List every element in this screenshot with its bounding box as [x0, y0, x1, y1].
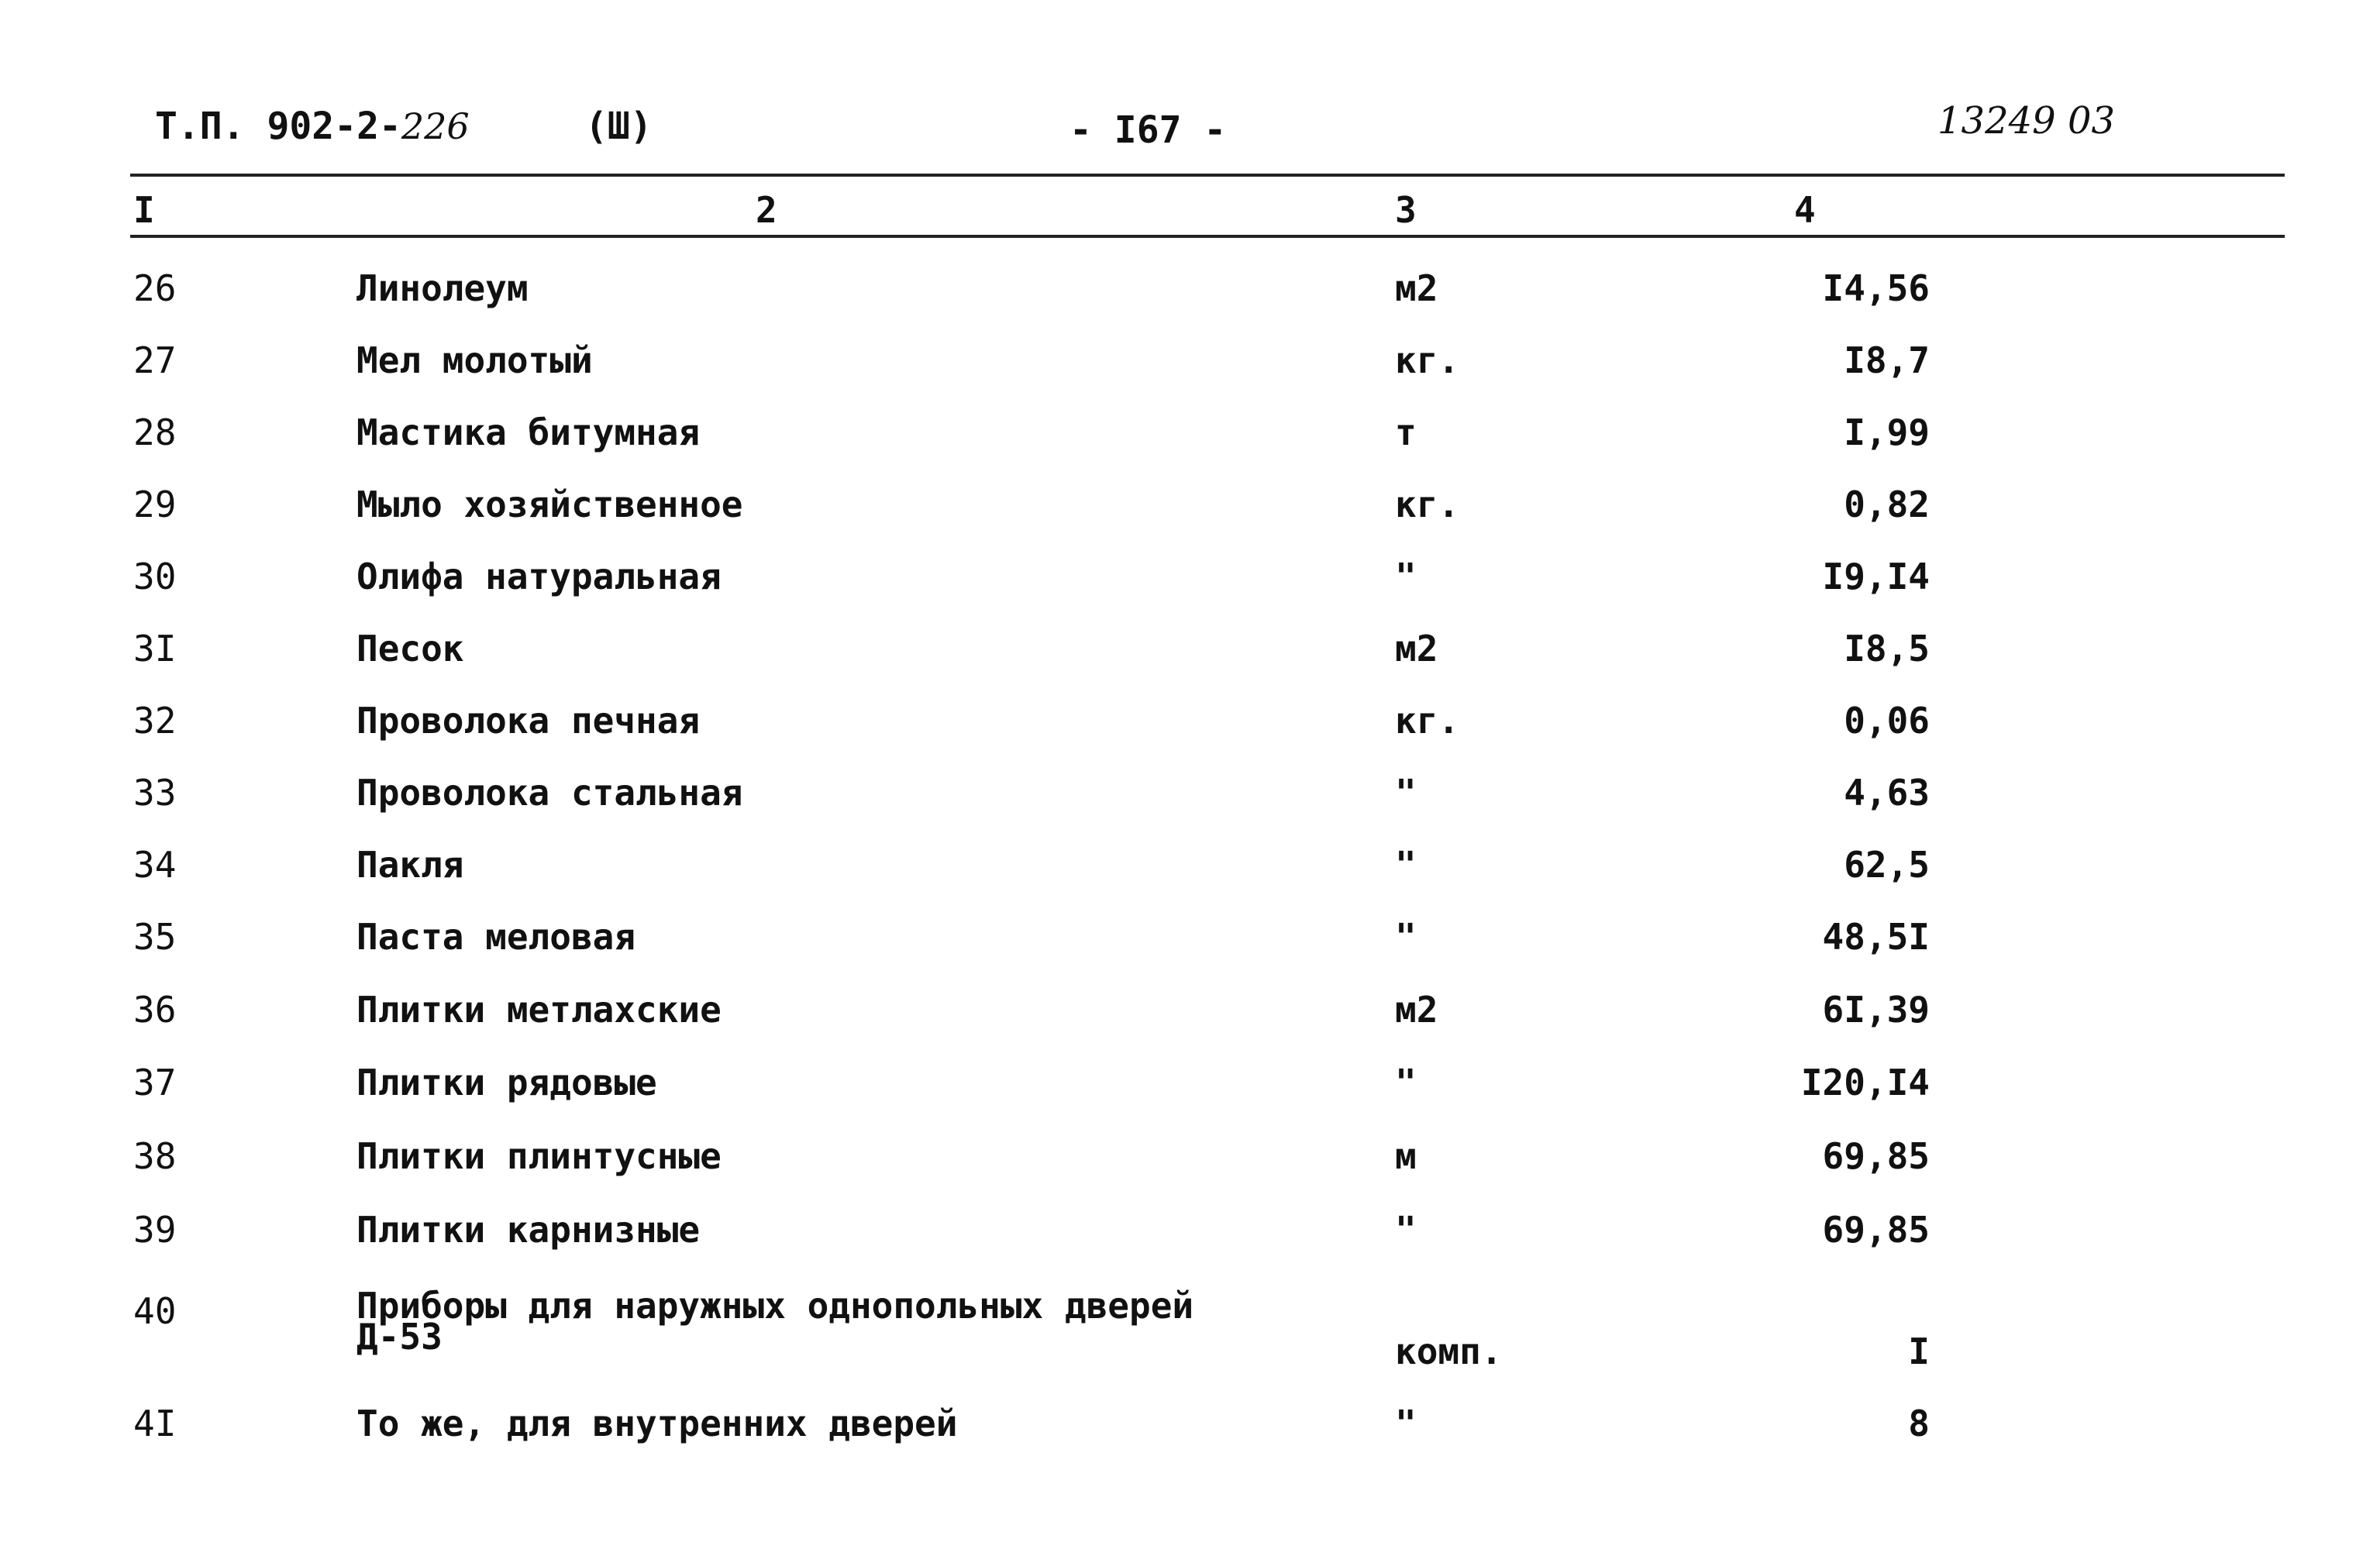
material-name: Проволока печная — [356, 700, 701, 742]
quantity-value: 6I,39 — [1822, 989, 1930, 1031]
material-name: Проволока стальная — [356, 772, 743, 814]
archive-number: 13249 03 — [1937, 99, 2116, 143]
table-row — [0, 700, 2380, 762]
material-name: Плитки рядовые — [356, 1062, 657, 1103]
table-row — [0, 1209, 2380, 1271]
quantity-value: I9,I4 — [1822, 556, 1930, 597]
row-number: 27 — [133, 339, 177, 381]
unit-of-measure: " — [1395, 556, 1417, 597]
row-number: 36 — [133, 989, 177, 1031]
unit-of-measure: м — [1395, 1135, 1417, 1177]
material-name: Линолеум — [356, 267, 529, 309]
table-row — [0, 1135, 2380, 1197]
column-header-2: 2 — [756, 189, 777, 231]
unit-of-measure: кг. — [1395, 700, 1460, 742]
quantity-value: 0,06 — [1844, 700, 1930, 742]
material-name: Плитки карнизные — [356, 1209, 701, 1251]
column-header-4: 4 — [1794, 189, 1816, 231]
unit-of-measure: кг. — [1395, 484, 1460, 525]
row-number: 29 — [133, 484, 177, 525]
volume-number: (Ш) — [585, 105, 653, 148]
table-row — [0, 1285, 2380, 1372]
unit-of-measure: " — [1395, 772, 1417, 814]
table-row — [0, 484, 2380, 546]
row-number: 40 — [133, 1290, 177, 1332]
row-number: 4I — [133, 1403, 177, 1444]
material-name: Песок — [356, 628, 464, 670]
unit-of-measure: комп. — [1395, 1331, 1503, 1372]
material-name: Мыло хозяйственное — [356, 484, 743, 525]
quantity-value: I,99 — [1844, 411, 1930, 453]
quantity-value: 62,5 — [1844, 844, 1930, 886]
quantity-value: 69,85 — [1822, 1135, 1930, 1177]
unit-of-measure: м2 — [1395, 267, 1438, 309]
table-row — [0, 772, 2380, 834]
unit-of-measure: " — [1395, 1062, 1417, 1103]
quantity-value: 8 — [1908, 1403, 1930, 1444]
row-number: 3I — [133, 628, 177, 670]
table-header-rule — [130, 235, 2285, 238]
material-name: Плитки плинтусные — [356, 1135, 722, 1177]
table-row — [0, 411, 2380, 473]
material-name: Пакля — [356, 844, 464, 886]
document-code-prefix: Т.П. 902-2- — [155, 105, 401, 148]
unit-of-measure: " — [1395, 916, 1417, 958]
material-name: Паста меловая — [356, 916, 636, 958]
table-row — [0, 556, 2380, 618]
material-name: Олифа натуральная — [356, 556, 722, 597]
quantity-value: 0,82 — [1844, 484, 1930, 525]
row-number: 33 — [133, 772, 177, 814]
material-name: Мастика битумная — [356, 411, 701, 453]
table-row — [0, 1403, 2380, 1465]
row-number: 35 — [133, 916, 177, 958]
table-row — [0, 989, 2380, 1051]
table-row — [0, 267, 2380, 329]
unit-of-measure: кг. — [1395, 339, 1460, 381]
column-header-3: 3 — [1395, 189, 1417, 231]
table-row — [0, 844, 2380, 906]
table-row — [0, 628, 2380, 690]
quantity-value: 4,63 — [1844, 772, 1930, 814]
table-top-rule — [130, 174, 2285, 177]
material-name: Плитки метлахские — [356, 989, 722, 1031]
table-row — [0, 916, 2380, 978]
quantity-value: I — [1908, 1331, 1930, 1372]
material-name: То же, для внутренних дверей — [356, 1403, 958, 1444]
unit-of-measure: " — [1395, 844, 1417, 886]
unit-of-measure: " — [1395, 1209, 1417, 1251]
row-number: 34 — [133, 844, 177, 886]
material-name: Приборы для наружных однопольных дверей Д-53 — [356, 1285, 1194, 1358]
document-code — [155, 105, 470, 148]
unit-of-measure: " — [1395, 1403, 1417, 1444]
row-number: 30 — [133, 556, 177, 597]
quantity-value: I8,7 — [1844, 339, 1930, 381]
quantity-value: I4,56 — [1822, 267, 1930, 309]
row-number: 39 — [133, 1209, 177, 1251]
quantity-value: 69,85 — [1822, 1209, 1930, 1251]
unit-of-measure: т — [1395, 411, 1417, 453]
quantity-value: I8,5 — [1844, 628, 1930, 670]
unit-of-measure: м2 — [1395, 989, 1438, 1031]
row-number: 37 — [133, 1062, 177, 1103]
row-number: 28 — [133, 411, 177, 453]
document-code-handwritten: 226 — [401, 105, 470, 147]
unit-of-measure: м2 — [1395, 628, 1438, 670]
page-number: - I67 - — [1069, 108, 1227, 152]
row-number: 32 — [133, 700, 177, 742]
quantity-value: 48,5I — [1822, 916, 1930, 958]
material-name: Мел молотый — [356, 339, 593, 381]
row-number: 38 — [133, 1135, 177, 1177]
column-header-1: I — [133, 189, 155, 231]
quantity-value: I20,I4 — [1800, 1062, 1930, 1103]
row-number: 26 — [133, 267, 177, 309]
table-row — [0, 1062, 2380, 1124]
table-row — [0, 339, 2380, 401]
